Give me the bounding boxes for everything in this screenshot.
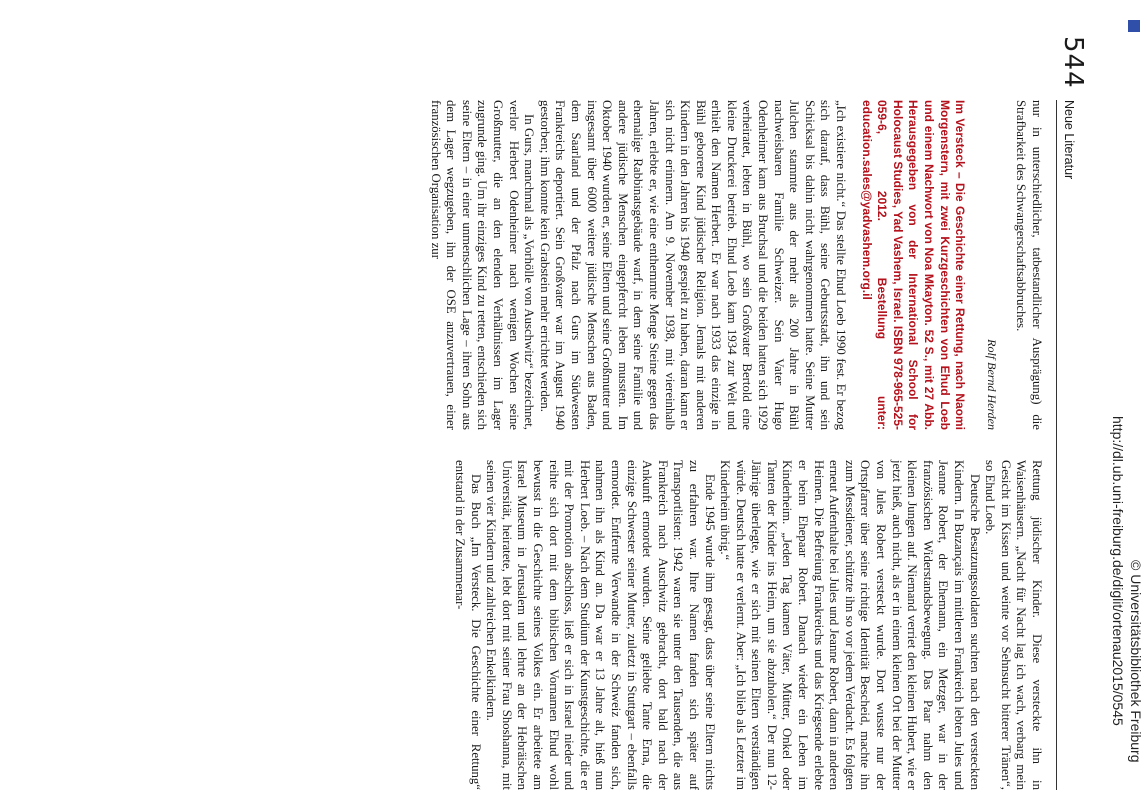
review-signature: Rolf Bernd Herden xyxy=(984,339,999,430)
paragraph: Rettung jüdischer Kinder. Diese versteckte ihn in Waisenhäusern. „Nacht für Nacht lag ich wach, verbarg mein Gesicht im Kissen und weinte vor Sehnsucht bitterer Tränen“, so Ehud Loeb. xyxy=(983,460,1044,790)
header-rule xyxy=(1056,100,1057,790)
paragraph: Das Buch „Im Versteck. Die Geschichte einer Rettung“ entstand in der Zusammenar- xyxy=(453,460,483,790)
corner-marker-icon xyxy=(1128,20,1140,32)
left-column xyxy=(427,100,1044,430)
permalink-url[interactable]: http://dl.ub.uni-freiburg.de/diglit/ortenau2015/0545 xyxy=(1110,416,1126,726)
paragraph: Ende 1945 wurde ihm gesagt, dass über seine Eltern nichts zu erfahren war. Ihre Namen fanden sich später auf Transportlisten: 1942 waren sie unter den Tausenden, die aus Frankreich nach Auschwitz gebracht, dort bald nach der Ankunft ermordet wurden. Seine geliebte Tante Erna, die einzige Schwester seiner Mutter, zuletzt in Stuttgart – ebenfalls ermordet. Entfernte Verwandte in der Schweiz fanden sich, nahmen ihn als Kind an. Da war er 13 Jahre alt, hieß nun Herbert Loeb. – Nach dem Studium der Kunstgeschichte, die er mit der Promotion abschloss, ließ er sich in Israel nieder und reihte sich dort mit dem biblischen Vornamen Ehud wohl bewusst in die Geschichte seines Volkes ein. Er arbeitete am Israel Museum in Jerusalem und lehrte an der Hebräischen Universität, heiratete, lebt dort mit seiner Frau Shoshanna, mit seinen vier Kindern und zahlreichen Enkelkindern. xyxy=(484,460,717,790)
page-number: 544 xyxy=(1058,36,1088,89)
footer-band xyxy=(1104,0,1148,800)
copyright-notice: © Universitätsbibliothek Freiburg xyxy=(1128,560,1144,763)
right-column xyxy=(451,460,1044,790)
book-citation: Im Versteck – Die Geschichte einer Rettung, nach Naomi Morgenstern, mit zwei Kurzgeschichten von Ehud Loeb und einem Nachwort von Noa Mkayton. 52 S., mit 27 Abb. Herausgegeben von der International School for Holocaust Studies, Yad Vashem, Israel. ISBN 978-965-525-059-6, 2012. Bestellung unter: education.sales@yadvashem.org.il xyxy=(859,100,968,430)
running-head: Neue Literatur xyxy=(1062,100,1076,180)
paragraph: „Ich existiere nicht.“ Das stellte Ehud Loeb 1990 fest. Er bezog sich darauf, dass Bühl, seine Geburtsstadt, ihn und sein Schicksal bis dahin nicht wahrgenommen hatte. Seine Mutter Julchen stammte aus der mehr als 200 Jahre in Bühl nachweisbaren Familie Schweizer. Sein Vater Hugo Odenheimer kam aus Bruchsal und die beiden hatten sich 1929 verheiratet, lebten in Bühl, wo sein Großvater Bertold eine kleine Druckerei betrieb. Ehud Loeb kam 1934 zur Welt und erhielt den Namen Herbert. Er war nach 1933 das einzige in Bühl geborene Kind jüdischer Religion. Jemals mit anderen Kindern in den Jahren bis 1940 gespielt zu haben, daran kann er sich nicht erinnern. Am 9. November 1938, mit viereinhalb Jahren, erlebte er, wie eine enthemmte Menge Steine gegen das ehemalige Rabbinatsgebäude warf, in dem seine Familie und andere jüdische Menschen eingepfercht leben mussten. Im Oktober 1940 wurden er, seine Eltern und seine Großmutter und insgesamt über 6000 weitere jüdische Menschen aus Baden, dem Saarland und der Pfalz nach Gurs im Südwesten Frankreichs deportiert. Sein Großvater war im August 1940 gestorben; ihm konnte kein Grabstein mehr errichtet werden. xyxy=(537,100,849,430)
paragraph: nur in unterschiedlicher, tatbestandlicher Ausprägung) die Strafbarkeit des Schwangerschaftsabbruches. xyxy=(1014,100,1044,430)
paragraph: Deutsche Besatzungssoldaten suchten nach den versteckten Kindern. In Buzançais im mittleren Frankreich lebten Jules und Jeanne Robert, der Ehemann, ein Metzger, war in der französischen Widerstandsbewegung. Das Paar nahm den kleinen Jungen auf. Niemand verriet den kleinen Hubert, wie er jetzt hieß, auch nicht, als er in einem kleinen Ort bei der Mutter von Jules Robert versteckt wurde. Dort wusste nur der Ortspfarrer über seine richtige Identität Bescheid, machte ihn zum Messdiener, schützte ihn so vor jedem Verdacht. Es folgten erneut Aufenthalte bei Jules und Jeanne Robert, dann in anderen Heimen. Die Befreiung Frankreichs und das Kriegsende erlebte er beim Ehepaar Robert. Danach wieder ein Leben im Kinderheim. „Jeden Tag kamen Väter, Mütter, Onkel oder Tanten der Kinder ins Heim, um sie abzuholen.“ Der nun 12-Jährige überlegte, wie er sich mit seinen Eltern verständigen würde. Deutsch hatte er verlernt. Aber: „Ich blieb als Letzter im Kinderheim übrig.“ xyxy=(718,460,982,790)
paragraph: In Gurs, manchmal als „Vorhölle von Auschwitz“ bezeichnet, verlor Herbert Odenheimer nach wenigen Wochen seine Großmutter, die an den elenden Verhältnissen im Lager zugrunde ging. Um ihr einziges Kind zu retten, entschieden sich seine Eltern – in einer unmenschlichen Lage – ihren Sohn aus dem Lager wegzugeben, ihn der OSE anzuvertrauen, einer französischen Organisation zur xyxy=(428,100,537,430)
